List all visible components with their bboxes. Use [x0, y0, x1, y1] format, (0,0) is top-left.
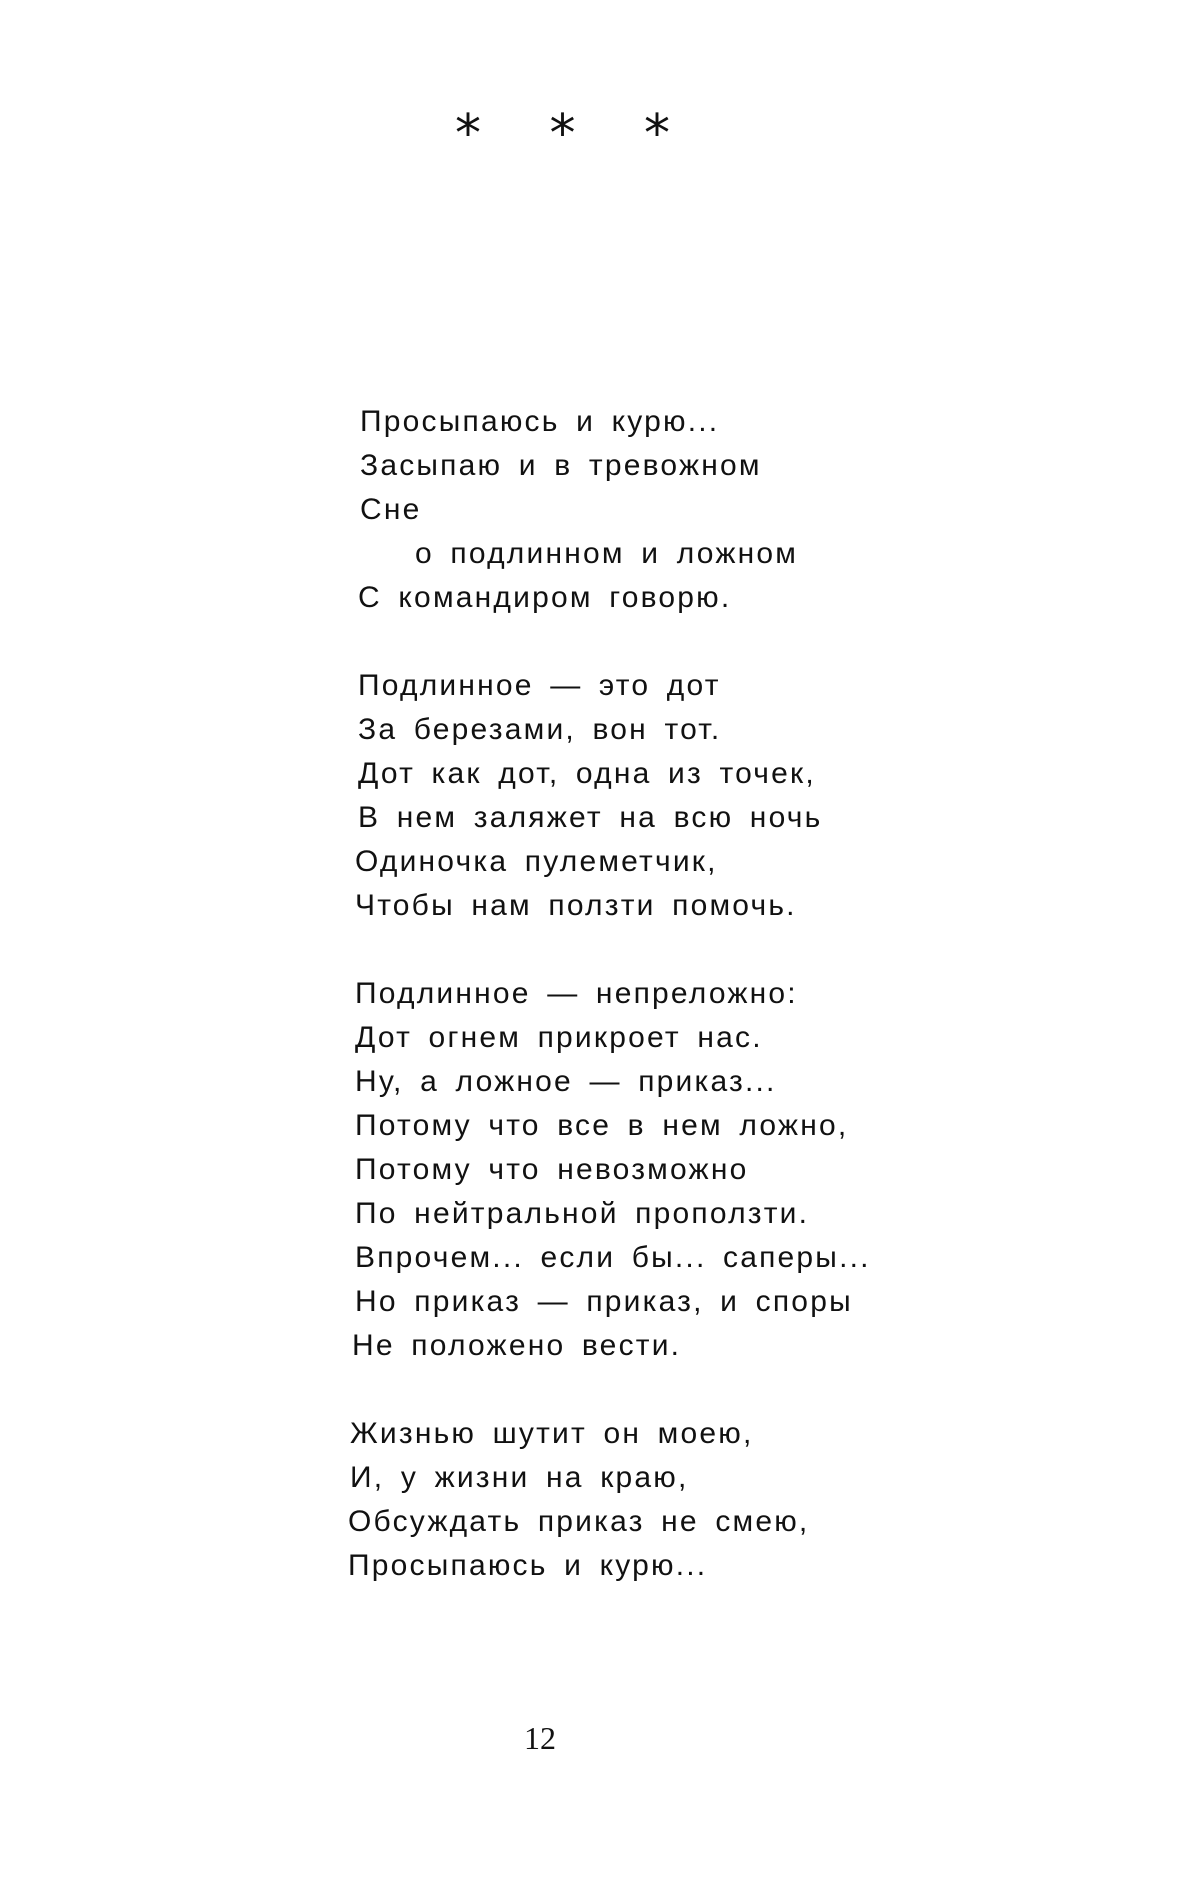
poem-line: Впрочем... если бы... саперы...	[355, 1241, 871, 1274]
poem-line-indented: о подлинном и ложном	[415, 537, 799, 570]
page-number: 12	[524, 1720, 556, 1756]
poem-line: Чтобы нам ползти помочь.	[355, 889, 797, 922]
poem-line: Не положено вести.	[352, 1329, 682, 1362]
poem-line: Просыпаюсь и курю...	[360, 405, 720, 438]
poem-body	[0, 400, 1194, 1632]
poem-line: Сне	[360, 493, 422, 526]
poem-line: По нейтральной проползти.	[355, 1197, 810, 1230]
poem-line: Жизнью шутит он моею,	[350, 1417, 754, 1450]
poem-line: Просыпаюсь и курю...	[348, 1549, 708, 1582]
poem-line: Засыпаю и в тревожном	[360, 449, 762, 482]
stanza-1	[0, 400, 1194, 620]
poem-line: Ну, а ложное — приказ...	[355, 1065, 777, 1098]
poem-line: И, у жизни на краю,	[350, 1461, 689, 1494]
poem-line: Потому что все в нем ложно,	[355, 1109, 849, 1142]
poem-line: С командиром говорю.	[358, 581, 732, 614]
poem-line: Подлинное — непреложно:	[355, 977, 798, 1010]
poem-line: Дот как дот, одна из точек,	[358, 757, 816, 790]
stanza-3	[0, 972, 1194, 1368]
poem-line: За березами, вон тот.	[358, 713, 722, 746]
poem-line: Одиночка пулеметчик,	[355, 845, 718, 878]
stanza-4	[0, 1412, 1194, 1588]
poem-line: Но приказ — приказ, и споры	[355, 1285, 853, 1318]
poem-line: Обсуждать приказ не смею,	[348, 1505, 810, 1538]
section-ornament: * * *	[455, 104, 697, 164]
stanza-2	[0, 664, 1194, 928]
poem-line: В нем заляжет на всю ночь	[358, 801, 823, 834]
poem-line: Подлинное — это дот	[358, 669, 721, 702]
poem-line: Дот огнем прикроет нас.	[355, 1021, 763, 1054]
poem-line: Потому что невозможно	[355, 1153, 749, 1186]
